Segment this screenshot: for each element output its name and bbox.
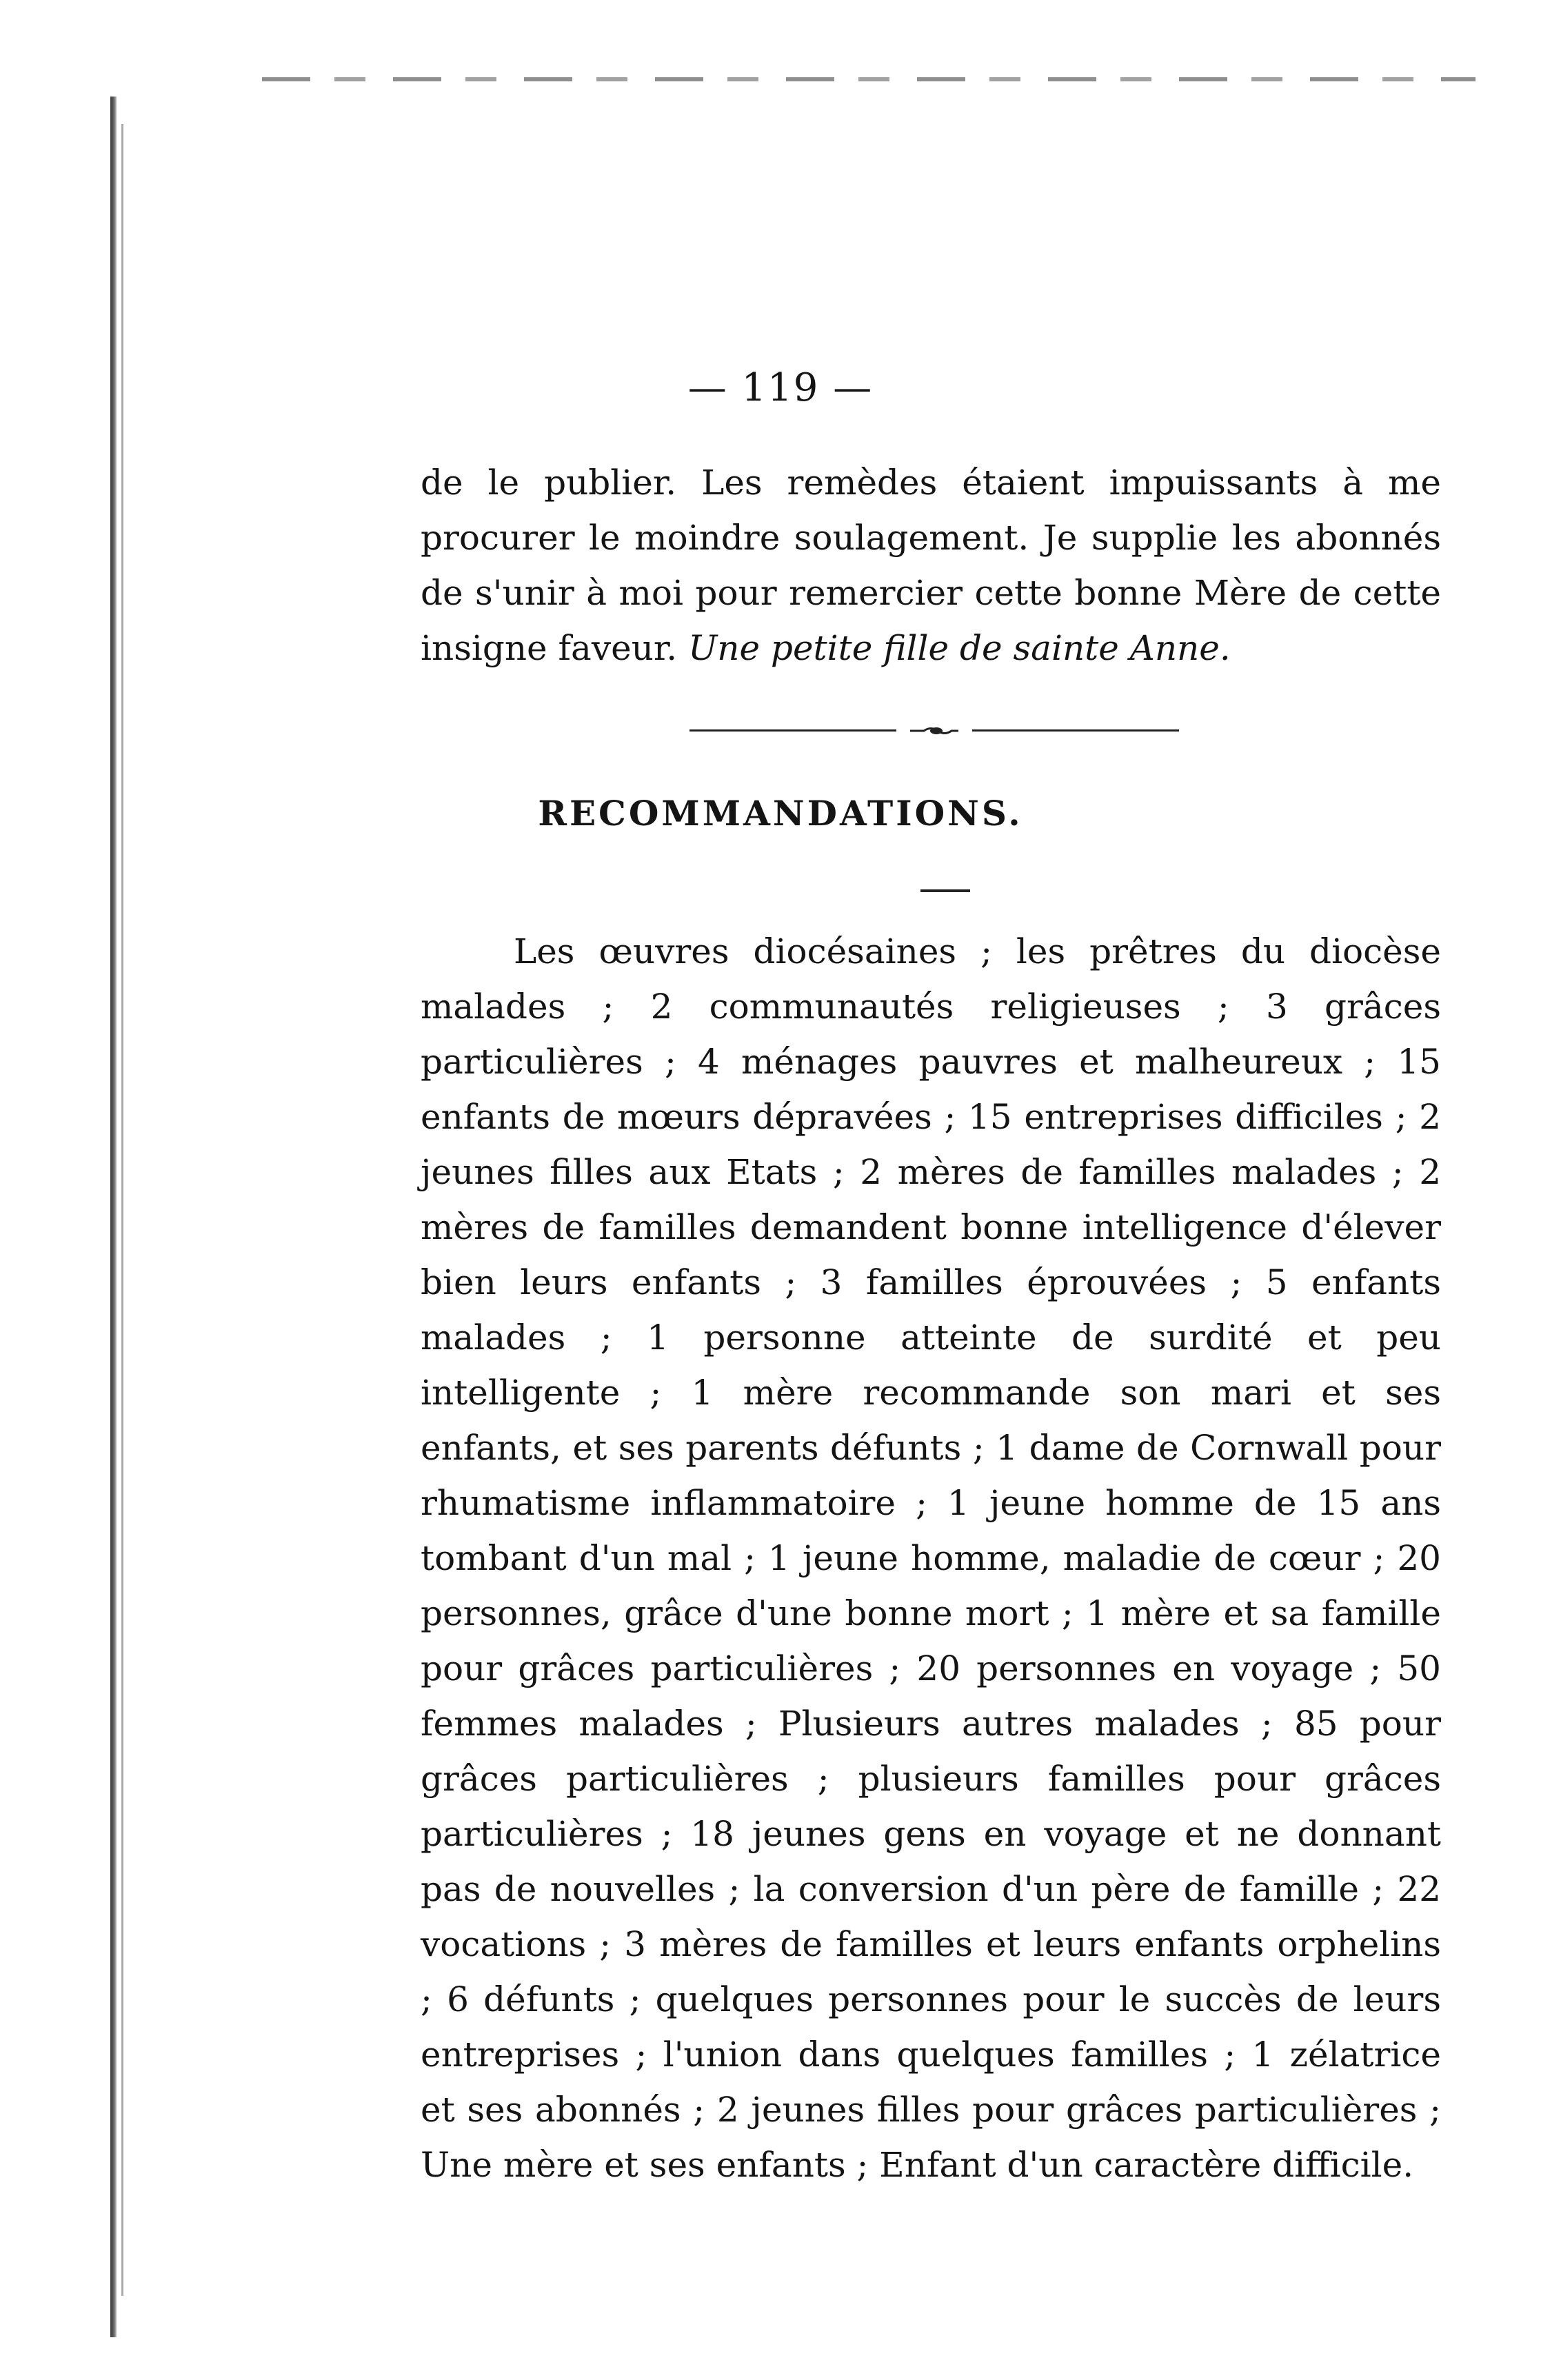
signature: Une petite fille de sainte Anne. <box>688 628 1231 668</box>
page-number: — 119 — <box>687 365 874 410</box>
section-divider-ornament <box>689 726 1179 736</box>
title-rule <box>920 889 970 892</box>
paragraph-intro <box>421 455 1441 676</box>
scan-binding-edge-shadow <box>121 124 123 2296</box>
scan-top-edge <box>262 77 1476 81</box>
divider-flourish-icon <box>910 726 958 736</box>
section-title: RECOMMANDATIONS. <box>538 793 1023 834</box>
paragraph-intro-text: de le publier. Les remèdes étaient impuissants à me procurer le moindre soulagement. Je supplie les abonnés de s'unir à moi pour remercier cette bonne Mère de cette insigne faveur. <box>421 463 1441 668</box>
recommendations-text: Les œuvres diocésaines ; les prêtres du diocèse malades ; 2 communautés religieuses ; 3 grâces particulières ; 4 ménages pauvres et malheureux ; 15 enfants de mœurs dépravées ; 15 entreprises difficiles ; 2 jeunes filles aux Etats ; 2 mères de familles malades ; 2 mères de familles demandent bonne intelligence d'élever bien leurs enfants ; 3 familles éprouvées ; 5 enfants malades ; 1 personne atteinte de surdité et peu intelligente ; 1 mère recommande son mari et ses enfants, et ses parents défunts ; 1 dame de Cornwall pour rhumatisme inflammatoire ; 1 jeune homme de 15 ans tombant d'un mal ; 1 jeune homme, maladie de cœur ; 20 personnes, grâce d'une bonne mort ; 1 mère et sa famille pour grâces particulières ; 20 personnes en voyage ; 50 femmes malades ; Plusieurs autres malades ; 85 pour grâces particulières ; plusieurs familles pour grâces particulières ; 18 jeunes gens en voyage et ne donnant pas de nouvelles ; la conversion d'un père de famille ; 22 vocations ; 3 mères de familles et leurs enfants orphelins ; 6 défunts ; quelques personnes pour le succès de leurs entreprises ; l'union dans quelques familles ; 1 zélatrice et ses abonnés ; 2 jeunes filles pour grâces particulières ; Une mère et ses enfants ; Enfant d'un caractère difficile. <box>421 931 1441 2185</box>
scan-binding-edge <box>110 97 117 2337</box>
